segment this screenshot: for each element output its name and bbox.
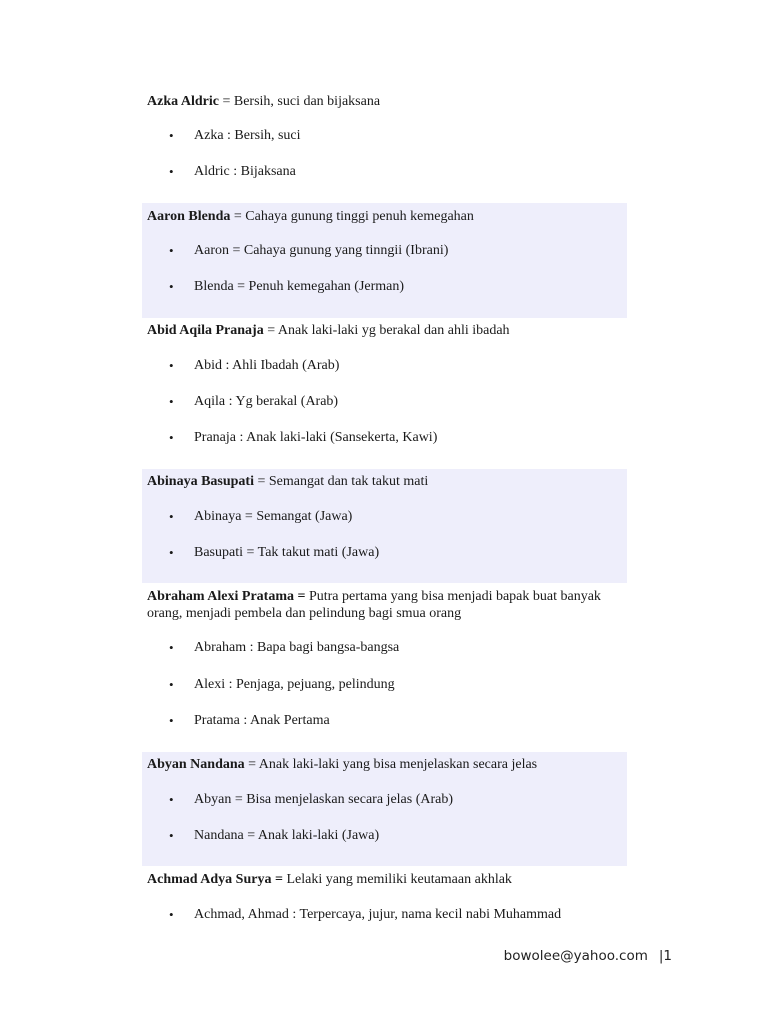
- list-item: Abraham : Bapa bagi bangsa-bangsa: [194, 640, 400, 655]
- entry-name: Achmad Adya Surya: [147, 872, 272, 887]
- entry-meaning: Bersih, suci dan bijaksana: [233, 94, 381, 109]
- name-entry-azka-aldric: [142, 88, 627, 188]
- entry-heading: [147, 93, 619, 110]
- entry-heading: [147, 473, 619, 490]
- entry-heading: [147, 756, 619, 773]
- entry-separator: =: [267, 323, 276, 338]
- list-item: Blenda = Penuh kemegahan (Jerman): [194, 279, 405, 294]
- bullet-icon: •: [169, 509, 174, 524]
- entry-separator: =: [257, 474, 266, 489]
- list-item: Nandana = Anak laki-laki (Jawa): [194, 828, 380, 843]
- bullet-icon: •: [169, 164, 174, 179]
- entry-separator: =: [297, 589, 306, 604]
- entry-heading: [147, 588, 619, 622]
- name-entry-abyan-nandana: [142, 752, 627, 866]
- list-item: Abyan = Bisa menjelaskan secara jelas (Arab): [194, 792, 454, 807]
- bullet-icon: •: [169, 713, 174, 728]
- entry-name: Abyan Nandana: [147, 757, 245, 772]
- entry-heading: [147, 208, 619, 225]
- list-item: Aaron = Cahaya gunung yang tinngii (Ibrani): [194, 243, 449, 258]
- bullet-icon: •: [169, 128, 174, 143]
- list-item: Abinaya = Semangat (Jawa): [194, 509, 353, 524]
- entry-separator: =: [233, 209, 242, 224]
- list-item: Basupati = Tak takut mati (Jawa): [194, 545, 380, 560]
- list-item: Pratama : Anak Pertama: [194, 713, 330, 728]
- list-item: Achmad, Ahmad : Terpercaya, jujur, nama kecil nabi Muhammad: [194, 907, 562, 922]
- list-item: Aldric : Bijaksana: [194, 164, 296, 179]
- entry-meaning: Lelaki yang memiliki keutamaan akhlak: [286, 872, 512, 887]
- list-item: Abid : Ahli Ibadah (Arab): [194, 358, 340, 373]
- list-item: Aqila : Yg berakal (Arab): [194, 394, 339, 409]
- page-footer: [504, 948, 672, 964]
- entry-separator: =: [274, 872, 283, 887]
- bullet-icon: •: [169, 677, 174, 692]
- entry-name: Aaron Blenda: [147, 209, 231, 224]
- name-entry-abid-aqila-pranaja: [142, 318, 627, 468]
- footer-email: bowolee@yahoo.com: [503, 948, 648, 964]
- entry-meaning: Anak laki-laki yg berakal dan ahli ibadah: [277, 323, 510, 338]
- bullet-icon: •: [169, 545, 174, 560]
- bullet-icon: •: [169, 358, 174, 373]
- entry-meaning: Anak laki-laki yang bisa menjelaskan secara jelas: [258, 757, 538, 772]
- name-entry-achmad-adya-surya: [142, 866, 627, 936]
- entry-heading: [147, 871, 619, 888]
- list-item: Pranaja : Anak laki-laki (Sansekerta, Kawi): [194, 430, 438, 445]
- entry-name: Abraham Alexi Pratama: [147, 589, 294, 604]
- entry-name: Abid Aqila Pranaja: [147, 323, 264, 338]
- bullet-icon: •: [169, 243, 174, 258]
- name-entry-aaron-blenda: [142, 203, 627, 318]
- entry-separator: =: [248, 757, 257, 772]
- page-number: |1: [658, 948, 672, 964]
- entry-separator: =: [222, 94, 231, 109]
- bullet-icon: •: [169, 828, 174, 843]
- bullet-icon: •: [169, 792, 174, 807]
- entry-meaning: Putra pertama yang bisa menjadi bapak buat banyak orang, menjadi pembela dan pelindung bagi smua orang: [147, 589, 601, 621]
- list-item: Alexi : Penjaga, pejuang, pelindung: [194, 677, 395, 692]
- entry-meaning: Cahaya gunung tinggi penuh kemegahan: [245, 209, 474, 224]
- bullet-icon: •: [169, 394, 174, 409]
- bullet-icon: •: [169, 907, 174, 922]
- list-item: Azka : Bersih, suci: [194, 128, 301, 143]
- entry-name: Azka Aldric: [147, 94, 219, 109]
- entry-name: Abinaya Basupati: [147, 474, 254, 489]
- name-entry-abraham-alexi-pratama: [142, 583, 627, 751]
- bullet-icon: •: [169, 279, 174, 294]
- entry-meaning: Semangat dan tak takut mati: [268, 474, 429, 489]
- entry-heading: [147, 322, 619, 339]
- bullet-icon: •: [169, 640, 174, 655]
- name-entry-abinaya-basupati: [142, 469, 627, 583]
- bullet-icon: •: [169, 430, 174, 445]
